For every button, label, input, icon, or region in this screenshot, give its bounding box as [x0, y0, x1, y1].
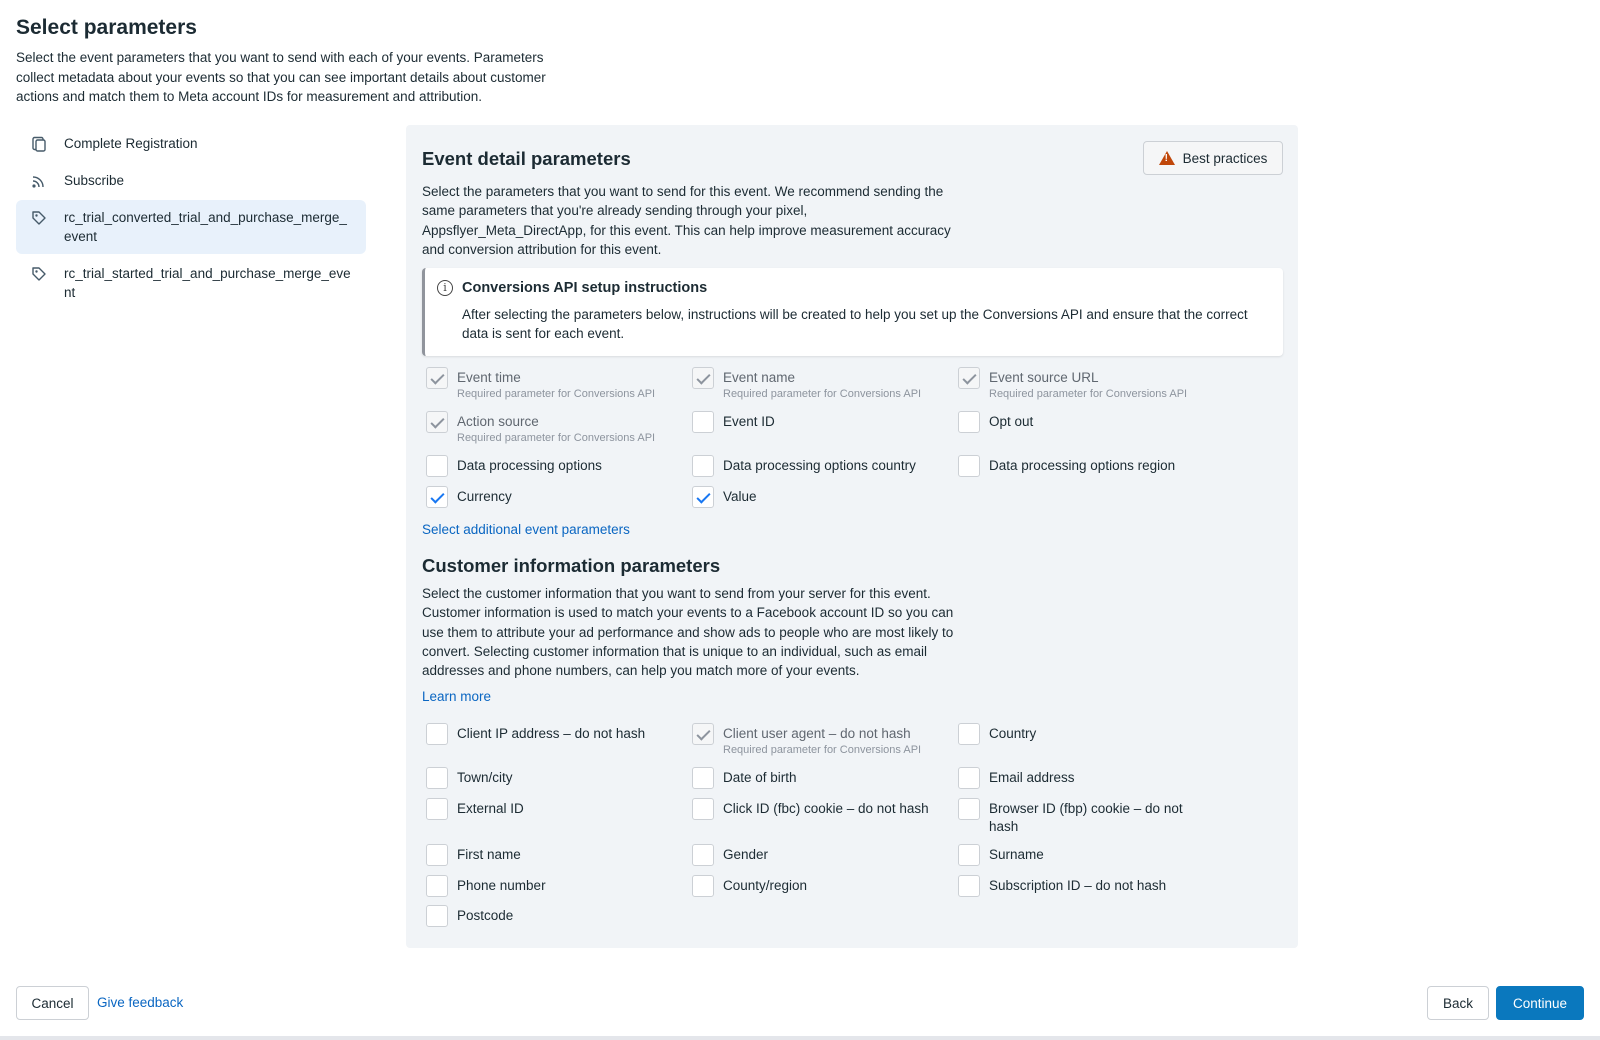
customer-info-title: Customer information parameters: [422, 555, 721, 576]
checkbox[interactable]: [426, 411, 448, 433]
event-item-rc-trial-converted[interactable]: [16, 200, 366, 254]
checkbox[interactable]: [426, 875, 448, 897]
checkbox[interactable]: [958, 367, 980, 389]
cancel-button[interactable]: Cancel: [16, 986, 89, 1020]
param-gender[interactable]: [692, 844, 768, 866]
checkbox[interactable]: [692, 723, 714, 745]
param-label: County/region: [723, 878, 808, 893]
back-button[interactable]: Back: [1427, 986, 1489, 1020]
param-label: Data processing options region: [989, 458, 1176, 473]
registration-icon: [30, 135, 48, 153]
param-click-id-fbc[interactable]: [692, 798, 929, 820]
param-phone-number[interactable]: [426, 875, 546, 897]
checkbox[interactable]: [426, 486, 448, 508]
rss-icon: [30, 172, 48, 190]
param-label: Country: [989, 726, 1037, 741]
param-label: Browser ID (fbp) cookie – do not hash: [989, 801, 1183, 834]
param-label: Phone number: [457, 878, 546, 893]
param-label: Town/city: [457, 770, 513, 785]
checkbox[interactable]: [692, 486, 714, 508]
param-label: Event time: [457, 370, 521, 385]
event-item-label: Subscribe: [64, 173, 125, 188]
checkbox[interactable]: [426, 905, 448, 927]
param-value[interactable]: [692, 486, 757, 508]
param-browser-id-fbp[interactable]: [958, 798, 1199, 836]
param-event-source-url[interactable]: [958, 367, 1187, 401]
event-item-rc-trial-started[interactable]: [16, 256, 366, 310]
param-data-processing-options-region[interactable]: [958, 455, 1175, 477]
param-data-processing-options-country[interactable]: [692, 455, 916, 477]
tag-icon: [30, 209, 48, 227]
param-email-address[interactable]: [958, 767, 1075, 789]
checkbox[interactable]: [958, 844, 980, 866]
checkbox[interactable]: [426, 798, 448, 820]
param-postcode[interactable]: [426, 905, 513, 927]
continue-button[interactable]: Continue: [1496, 986, 1584, 1020]
param-event-id[interactable]: [692, 411, 775, 433]
checkbox[interactable]: [958, 411, 980, 433]
page-title: Select parameters: [16, 16, 197, 39]
param-date-of-birth[interactable]: [692, 767, 797, 789]
required-note: Required parameter for Conversions API: [457, 388, 656, 400]
param-label: Event source URL: [989, 370, 1099, 385]
event-item-label: Complete Registration: [64, 136, 198, 151]
param-surname[interactable]: [958, 844, 1044, 866]
give-feedback-link[interactable]: Give feedback: [97, 995, 184, 1010]
param-event-time[interactable]: [426, 367, 655, 401]
param-currency[interactable]: [426, 486, 512, 508]
checkbox[interactable]: [958, 723, 980, 745]
param-label: Client user agent – do not hash: [723, 726, 911, 741]
event-item-label: rc_trial_converted_trial_and_purchase_merge_event: [64, 210, 347, 244]
param-label: Opt out: [989, 414, 1034, 429]
bottom-divider: [0, 1036, 1600, 1040]
checkbox[interactable]: [692, 455, 714, 477]
required-note: Required parameter for Conversions API: [723, 388, 922, 400]
info-icon: i: [437, 280, 453, 296]
param-label: Client IP address – do not hash: [457, 726, 646, 741]
required-note: Required parameter for Conversions API: [457, 432, 656, 444]
param-label: Click ID (fbc) cookie – do not hash: [723, 801, 929, 816]
param-data-processing-options[interactable]: [426, 455, 602, 477]
event-item-label: rc_trial_started_trial_and_purchase_merge_event: [64, 266, 351, 300]
param-label: Date of birth: [723, 770, 797, 785]
param-event-name[interactable]: [692, 367, 921, 401]
checkbox[interactable]: [958, 455, 980, 477]
param-town-city[interactable]: [426, 767, 513, 789]
param-label: Gender: [723, 847, 769, 862]
param-client-ip-address[interactable]: [426, 723, 645, 745]
best-practices-button[interactable]: [1143, 141, 1283, 175]
checkbox[interactable]: [426, 723, 448, 745]
param-label: First name: [457, 847, 521, 862]
param-label: Surname: [989, 847, 1044, 862]
param-label: Event name: [723, 370, 796, 385]
checkbox[interactable]: [426, 455, 448, 477]
param-label: External ID: [457, 801, 524, 816]
param-label: Data processing options: [457, 458, 602, 473]
checkbox[interactable]: [426, 367, 448, 389]
param-action-source[interactable]: [426, 411, 655, 445]
event-detail-title: Event detail parameters: [422, 148, 631, 169]
param-label: Postcode: [457, 908, 514, 923]
param-opt-out[interactable]: [958, 411, 1033, 433]
event-item-complete-registration[interactable]: [16, 126, 366, 161]
required-note: Required parameter for Conversions API: [723, 744, 922, 756]
checkbox[interactable]: [692, 844, 714, 866]
tag-icon: [30, 265, 48, 283]
param-label: Email address: [989, 770, 1075, 785]
customer-info-description: Select the customer information that you want to send from your server for this event. Customer information is used to match your events to a Facebook account ID so you can use them to attribute your ad performance and show ads to people who are most likely to convert. Selecting customer information that is unique to an individual, such as email addresses and phone numbers, can help you match more of your events.: [422, 586, 954, 679]
event-list: [16, 126, 366, 310]
warning-icon: [1159, 151, 1175, 165]
checkbox[interactable]: [426, 844, 448, 866]
checkbox[interactable]: [692, 367, 714, 389]
best-practices-label: Best practices: [1182, 150, 1268, 166]
checkbox[interactable]: [692, 767, 714, 789]
checkbox[interactable]: [692, 798, 714, 820]
param-label: Data processing options country: [723, 458, 916, 473]
param-county-region[interactable]: [692, 875, 807, 897]
event-detail-description: Select the parameters that you want to send for this event. We recommend sending the same parameters that you're already sending through your pixel, Appsflyer_Meta_DirectApp, for this event. This can help improve measurement accuracy and conversion attribution for this event.: [422, 184, 951, 257]
param-label: Event ID: [723, 414, 775, 429]
checkbox[interactable]: [692, 875, 714, 897]
param-label: Subscription ID – do not hash: [989, 878, 1167, 893]
checkbox[interactable]: [958, 798, 980, 820]
event-item-subscribe[interactable]: [16, 163, 366, 198]
info-title: Conversions API setup instructions: [462, 280, 708, 296]
param-label: Action source: [457, 414, 539, 429]
checkbox[interactable]: [958, 875, 980, 897]
param-label: Currency: [457, 489, 512, 504]
select-additional-event-parameters-link[interactable]: Select additional event parameters: [422, 522, 630, 537]
checkbox[interactable]: [426, 767, 448, 789]
required-note: Required parameter for Conversions API: [989, 388, 1188, 400]
info-text: After selecting the parameters below, instructions will be created to help you set up the Conversions API and ensure that the correct data is sent for each event.: [462, 307, 1248, 341]
param-country[interactable]: [958, 723, 1036, 745]
param-external-id[interactable]: [426, 798, 524, 820]
page-intro: Select the event parameters that you want to send with each of your events. Parameters collect metadata about your events so that you can see important details about customer actions and match them to Meta account IDs for measurement and attribution.: [16, 50, 546, 104]
param-client-user-agent[interactable]: [692, 723, 921, 757]
param-first-name[interactable]: [426, 844, 521, 866]
learn-more-link[interactable]: Learn more: [422, 689, 492, 704]
param-label: Value: [723, 489, 757, 504]
param-subscription-id[interactable]: [958, 875, 1166, 897]
conversions-api-info-box: [422, 268, 1283, 356]
checkbox[interactable]: [692, 411, 714, 433]
checkbox[interactable]: [958, 767, 980, 789]
